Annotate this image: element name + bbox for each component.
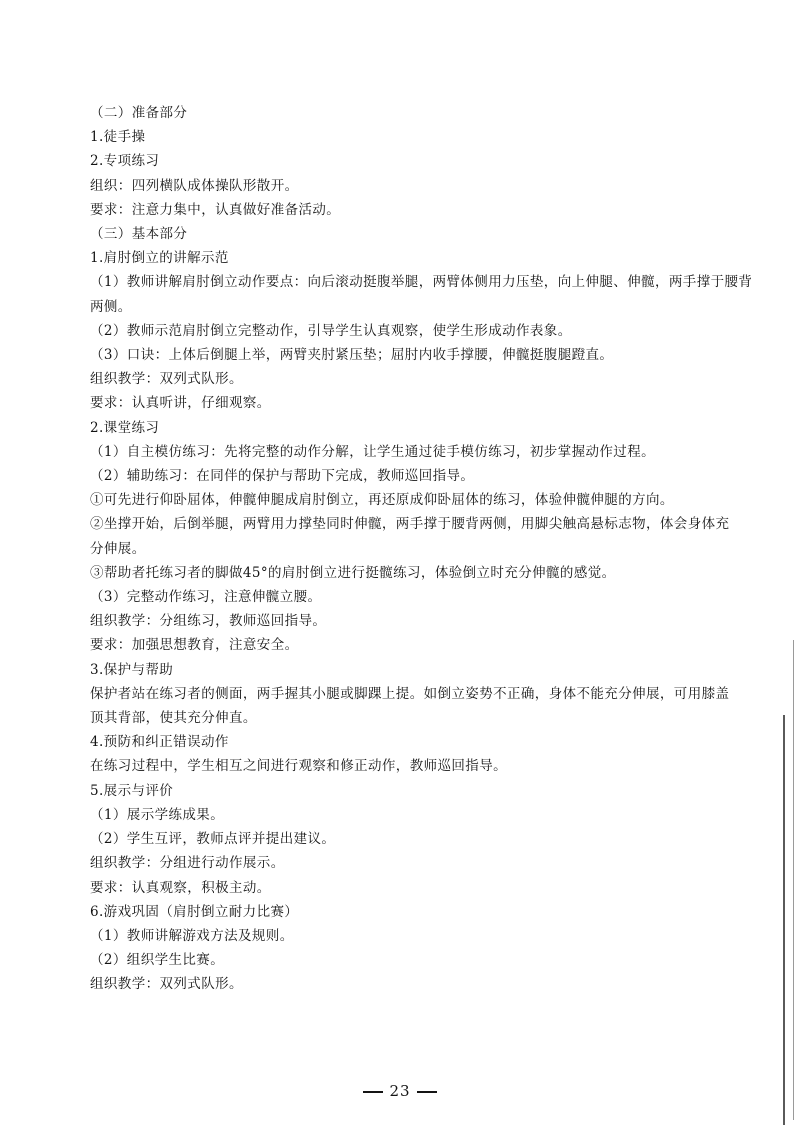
item-heading: 3.保护与帮助: [90, 661, 174, 678]
text-line: （1）教师讲解肩肘倒立动作要点：向后滚动挺腹举腿，两臂体侧用力压垫，向上伸腿、伸髋，两手撑于腰背: [90, 274, 753, 291]
text-line: （3）完整动作练习，注意伸髋立腰。: [90, 589, 322, 606]
text-line: 分伸展。: [90, 540, 146, 557]
text-line: 要求：认真听讲，仔细观察。: [90, 395, 271, 412]
item-heading: 6.游戏巩固（肩肘倒立耐力比赛）: [90, 903, 299, 920]
scan-edge-line: [793, 640, 794, 1120]
text-line: 要求：注意力集中，认真做好准备活动。: [90, 201, 341, 218]
text-line: 组织教学：双列式队形。: [90, 371, 243, 388]
scan-edge-shadow: [783, 715, 785, 1125]
text-line: 在练习过程中，学生相互之间进行观察和修正动作，教师巡回指导。: [90, 758, 507, 775]
text-line: （1）展示学练成果。: [90, 806, 225, 823]
page-number: 23: [389, 1082, 411, 1100]
text-line: （2）教师示范肩肘倒立完整动作，引导学生认真观察，使学生形成动作表象。: [90, 322, 572, 339]
section-heading: （三）基本部分: [90, 226, 188, 243]
text-line: （1）自主模仿练习：先将完整的动作分解，让学生通过徒手模仿练习，初步掌握动作过程。: [90, 443, 655, 460]
text-line: 顶其背部，使其充分伸直。: [90, 710, 257, 727]
folio-dash-right: [417, 1091, 437, 1092]
item-heading: 5.展示与评价: [90, 782, 174, 799]
text-line: （2）辅助练习：在同伴的保护与帮助下完成，教师巡回指导。: [90, 468, 475, 485]
text-line: ③帮助者托练习者的脚做45°的肩肘倒立进行挺髋练习，体验倒立时充分伸髋的感觉。: [90, 564, 616, 581]
item-heading: 2.课堂练习: [90, 419, 160, 436]
text-line: （2）组织学生比赛。: [90, 952, 225, 969]
text-line: 要求：加强思想教育，注意安全。: [90, 637, 299, 654]
item-heading: 1.肩肘倒立的讲解示范: [90, 250, 229, 267]
section-heading: （二）准备部分: [90, 105, 188, 121]
text-line: 保护者站在练习者的侧面，两手握其小腿或脚踝上提。如倒立姿势不正确，身体不能充分伸展，可用膝盖: [90, 685, 730, 702]
text-line: 组织教学：分组练习，教师巡回指导。: [90, 613, 327, 630]
page-number-footer: [0, 1082, 800, 1100]
text-line: ②坐撑开始，后倒举腿，两臂用力撑垫同时伸髋，两手撑于腰背两侧，用脚尖触高悬标志物，体会身体充: [90, 516, 730, 533]
text-line: 组织教学：双列式队形。: [90, 976, 243, 993]
text-line: 组织：四列横队成体操队形散开。: [90, 177, 299, 194]
text-line: 两侧。: [90, 298, 132, 315]
item-heading: 1.徒手操: [90, 129, 146, 146]
item-heading: 2.专项练习: [90, 153, 160, 170]
text-line: ①可先进行仰卧屈体，伸髋伸腿成肩肘倒立，再还原成仰卧屈体的练习，体验伸髋伸腿的方向。: [90, 492, 674, 509]
body-text: [90, 101, 753, 997]
text-line: 要求：认真观察，积极主动。: [90, 879, 271, 896]
text-line: （1）教师讲解游戏方法及规则。: [90, 927, 294, 944]
item-heading: 4.预防和纠正错误动作: [90, 734, 229, 751]
text-line: （3）口诀：上体后倒腿上举，两臂夹肘紧压垫；屈肘内收手撑腰，伸髋挺腹腿蹬直。: [90, 347, 614, 364]
text-line: （2）学生互评，教师点评并提出建议。: [90, 831, 336, 848]
folio-dash-left: [363, 1091, 383, 1092]
text-line: 组织教学：分组进行动作展示。: [90, 855, 285, 872]
